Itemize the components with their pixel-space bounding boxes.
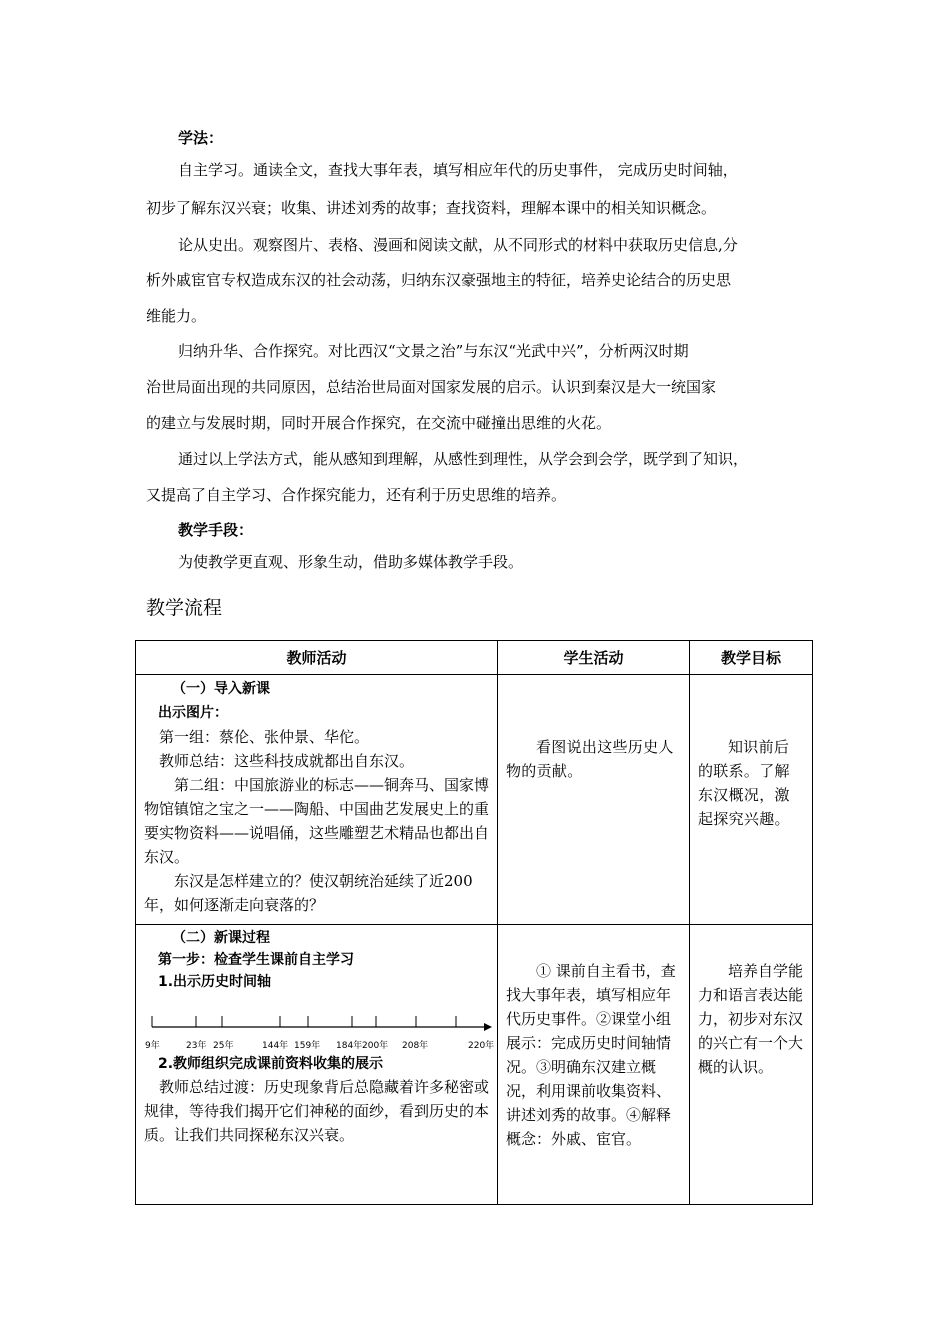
teaching-means-heading: 教学手段： [178, 521, 254, 539]
timeline-label: 159年 [294, 1041, 321, 1051]
row1-student-text: 看图说出这些历史人物的贡献。 [506, 738, 674, 780]
row2-section-title: （二）新课过程 [172, 930, 270, 946]
row2-timeline-title: 1.出示历史时间轴 [158, 974, 272, 990]
study-line-5: 维能力。 [146, 307, 207, 325]
study-line-7: 治世局面出现的共同原因，总结治世局面对国家发展的启示。认识到秦汉是大一统国家 [146, 378, 717, 396]
timeline-label: 144年 [262, 1041, 289, 1051]
history-timeline [136, 997, 496, 1053]
timeline-label: 220年 [468, 1041, 495, 1051]
study-line-10: 又提高了自主学习、合作探究能力，还有利于历史思维的培养。 [146, 486, 567, 504]
table-header-row [136, 641, 813, 675]
study-method-heading: 学法： [178, 129, 224, 147]
row2-goal-text: 培养自学能力和语言表达能力，初步对东汉的兴亡有一个大概的认识。 [698, 962, 804, 1076]
table-row [136, 925, 813, 1205]
teaching-means-text: 为使教学更直观、形象生动，借助多媒体教学手段。 [178, 553, 524, 571]
row2-student-text: ① 课前自主看书，查找大事年表，填写相应年代历史事件。②课堂小组展示：完成历史时间轴情况。③明确东汉建立概况，利用课前收集资料、讲述刘秀的故事。④解释概念：外戚、宦官。 [506, 962, 676, 1148]
row1-summary: 教师总结：这些科技成就都出自东汉。 [159, 752, 415, 770]
row2-step1: 第一步：检查学生课前自主学习 [158, 952, 354, 968]
header-goal: 教学目标 [690, 641, 813, 675]
row1-goal-text: 知识前后的联系。了解东汉概况，激起探究兴趣。 [698, 738, 790, 828]
study-line-6: 归纳升华、合作探究。对比西汉“文景之治”与东汉“光武中兴”，分析两汉时期 [178, 342, 689, 360]
row2-student-cell [498, 925, 690, 1205]
row1-question: 东汉是怎样建立的？使汉朝统治延续了近200年，如何逐渐走向衰落的？ [144, 872, 473, 914]
row2-step2: 2.教师组织完成课前资料收集的展示 [158, 1056, 384, 1072]
row1-section-title: （一）导入新课 [172, 681, 270, 697]
study-line-2: 初步了解东汉兴衰；收集、讲述刘秀的故事；查找资料，理解本课中的相关知识概念。 [146, 199, 717, 217]
row1-show-pictures: 出示图片： [158, 705, 228, 721]
study-line-8: 的建立与发展时期，同时开展合作探究，在交流中碰撞出思维的火花。 [146, 414, 612, 432]
row1-student-cell [498, 675, 690, 925]
study-line-9: 通过以上学法方式，能从感知到理解，从感性到理性，从学会到会学，既学到了知识， [178, 450, 749, 468]
teaching-flow-table [135, 640, 813, 1205]
header-student: 学生活动 [498, 641, 690, 675]
timeline-label: 208年 [402, 1041, 429, 1051]
study-line-1: 自主学习。通读全文，查找大事年表，填写相应年代的历史事件， 完成历史时间轴， [178, 161, 738, 179]
timeline-label: 184年 [336, 1041, 363, 1051]
row2-transition: 教师总结过渡：历史现象背后总隐藏着许多秘密或规律，等待我们揭开它们神秘的面纱，看到历史的本质。让我们共同探秘东汉兴衰。 [144, 1078, 490, 1144]
row1-group2: 第二组：中国旅游业的标志——铜奔马、国家博物馆镇馆之宝之一——陶船、中国曲艺发展史上的重要实物资料——说唱俑，这些雕塑艺术精品也都出自东汉。 [144, 776, 490, 866]
timeline-label: 25年 [213, 1041, 234, 1051]
row1-goal-cell [690, 675, 813, 925]
study-line-4: 析外戚宦官专权造成东汉的社会动荡，归纳东汉豪强地主的特征，培养史论结合的历史思 [146, 271, 732, 289]
timeline-label: 23年 [186, 1041, 207, 1051]
table-row [136, 675, 813, 925]
row1-teacher-cell [136, 675, 498, 925]
header-teacher: 教师活动 [136, 641, 498, 675]
timeline-axis [136, 997, 496, 1037]
study-line-3: 论从史出。观察图片、表格、漫画和阅读文献，从不同形式的材料中获取历史信息,分 [178, 236, 738, 254]
flow-title: 教学流程 [146, 597, 223, 619]
row2-teacher-cell [136, 925, 498, 1205]
row1-group1: 第一组：蔡伦、张仲景、华佗。 [159, 728, 370, 746]
timeline-label: 200年 [362, 1041, 389, 1051]
timeline-label: 9年 [145, 1041, 160, 1051]
row2-goal-cell [690, 925, 813, 1205]
